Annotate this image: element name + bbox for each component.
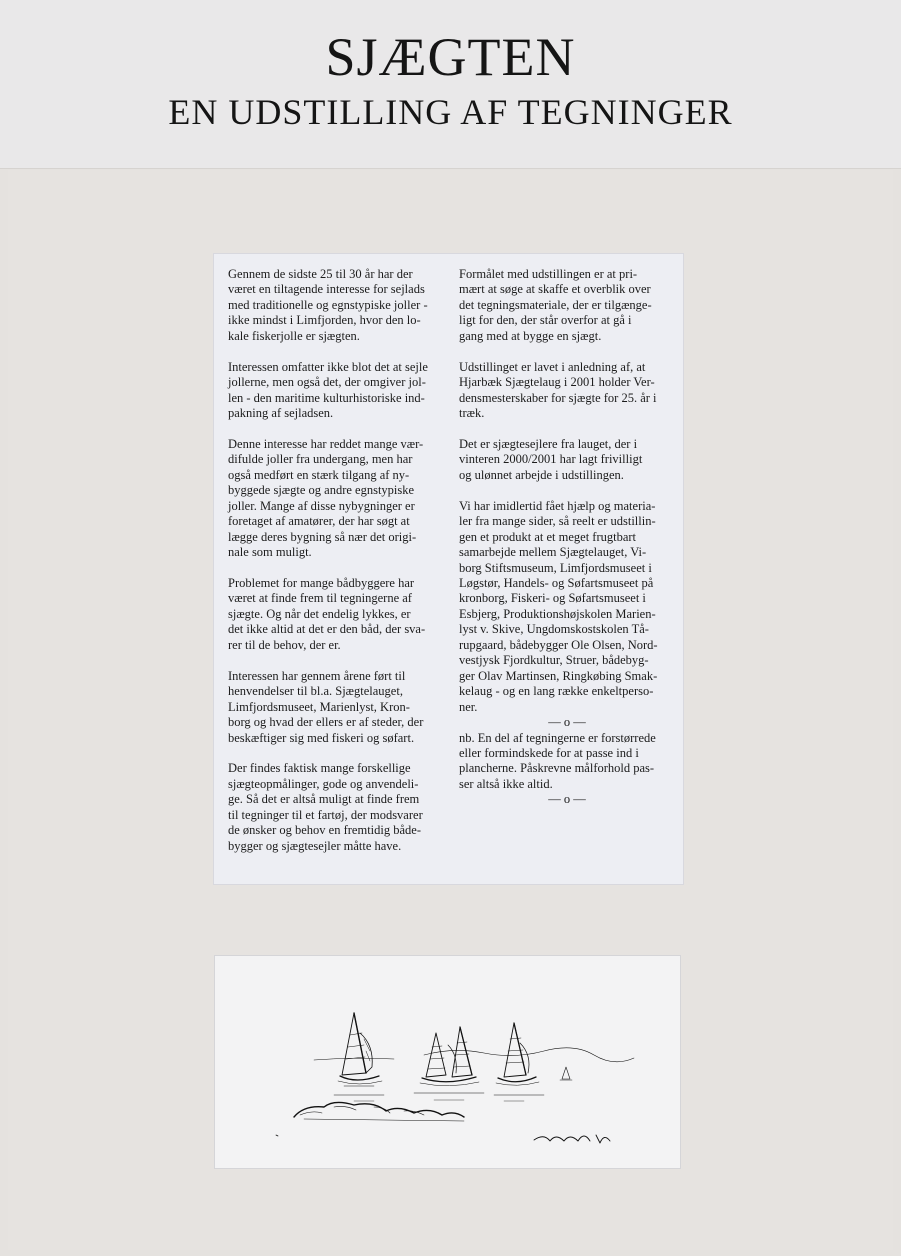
text-panel	[213, 253, 684, 885]
paragraph: Vi har imidlertid fået hjælp og materia- ler fra mange sider, så reelt er udstillin- gen et produkt at et meget frugtbart samarbejde mellem Sjægtelauget, Vi- borg Stiftsmuseum, Limfjordsmuseet i Løgstør, Handels- og Søfartsmuseet på kronborg, Fiskeri- og Søfartsmuseet i Esbjerg, Produktionshøjskolen Marien- lyst v. Skive, Ungdomskostskolen Tå- rupgaard, bådebygger Ole Olsen, Nord- vestjysk Fjordkultur, Struer, bådebyg- ger Olav Martinsen, Ringkøbing Smak- kelaug - og en lang række enkeltperso- ner.	[459, 498, 658, 714]
paragraph: Formålet med udstillingen er at pri- mært at søge at skaffe et overblik over det tegningsmateriale, der er tilgænge- ligt for den, der står overfor at gå i gang med at bygge en sjægt.	[459, 267, 652, 343]
drawing-panel	[214, 955, 681, 1169]
paragraph: Denne interesse har reddet mange vær- difulde joller fra undergang, men har også medført en stærk tilgang af ny- byggede sjægte og andre egnstypiske joller. Mange af disse nybygninger er foretaget af amatører, der har søgt at lægge deres bygning så nær det origi- nale som muligt.	[228, 436, 424, 560]
separator: — o —	[548, 792, 586, 807]
paragraph: Problemet for mange bådbyggere har været at finde frem til tegningerne af sjægte. Og når det endelig lykkes, er det ikke altid at det er den båd, der sva- rer til de behov, der er.	[228, 576, 426, 652]
paragraph: Det er sjægtesejlere fra lauget, der i vinteren 2000/2001 har lagt frivilligt og ulønnet arbejde i udstillingen.	[459, 436, 643, 482]
sailboats-sketch-icon	[214, 955, 681, 1169]
paragraph: Udstillinget er lavet i anledning af, at Hjarbæk Sjægtelaug i 2001 holder Ver- densmesterskaber for sjægte for 25. år i træk.	[459, 359, 657, 421]
page-title: SJÆGTEN	[325, 27, 576, 87]
paragraph: Gennem de sidste 25 til 30 år har der været en tiltagende interesse for sejlads med traditionelle og egnstypiske joller - ikke mindst i Limfjorden, hvor den lo- kale fiskerjolle er sjægten.	[228, 267, 428, 343]
separator: — o —	[548, 715, 586, 730]
header-banner	[0, 0, 901, 169]
paragraph: nb. En del af tegningerne er forstørrede eller formindskede for at passe ind i plancherne. Påskrevne målforhold pas- ser altså ikke altid.	[459, 730, 656, 791]
right-column	[459, 267, 675, 808]
page-subtitle: EN UDSTILLING AF TEGNINGER	[168, 92, 733, 132]
paragraph: Interessen omfatter ikke blot det at sejle jollerne, men også det, der omgiver jol- len - den maritime kulturhistoriske ind- pakning af sejladsen.	[228, 359, 428, 421]
paragraph: Interessen har gennem årene ført til henvendelser til bl.a. Sjægtelauget, Limfjordsmuseet, Marienlyst, Kron- borg og hvad der ellers er af steder, der beskæftiger sig med fiskeri og søfart.	[228, 668, 424, 745]
left-column	[228, 267, 450, 870]
paragraph: Der findes faktisk mange forskellige sjægteopmålinger, gode og anvendeli- ge. Så det er altså muligt at finde frem til tegninger til et fartøj, der modsvarer de ønsker og behov en fremtidig både- bygger og sjægtesejler måtte have.	[228, 761, 423, 853]
